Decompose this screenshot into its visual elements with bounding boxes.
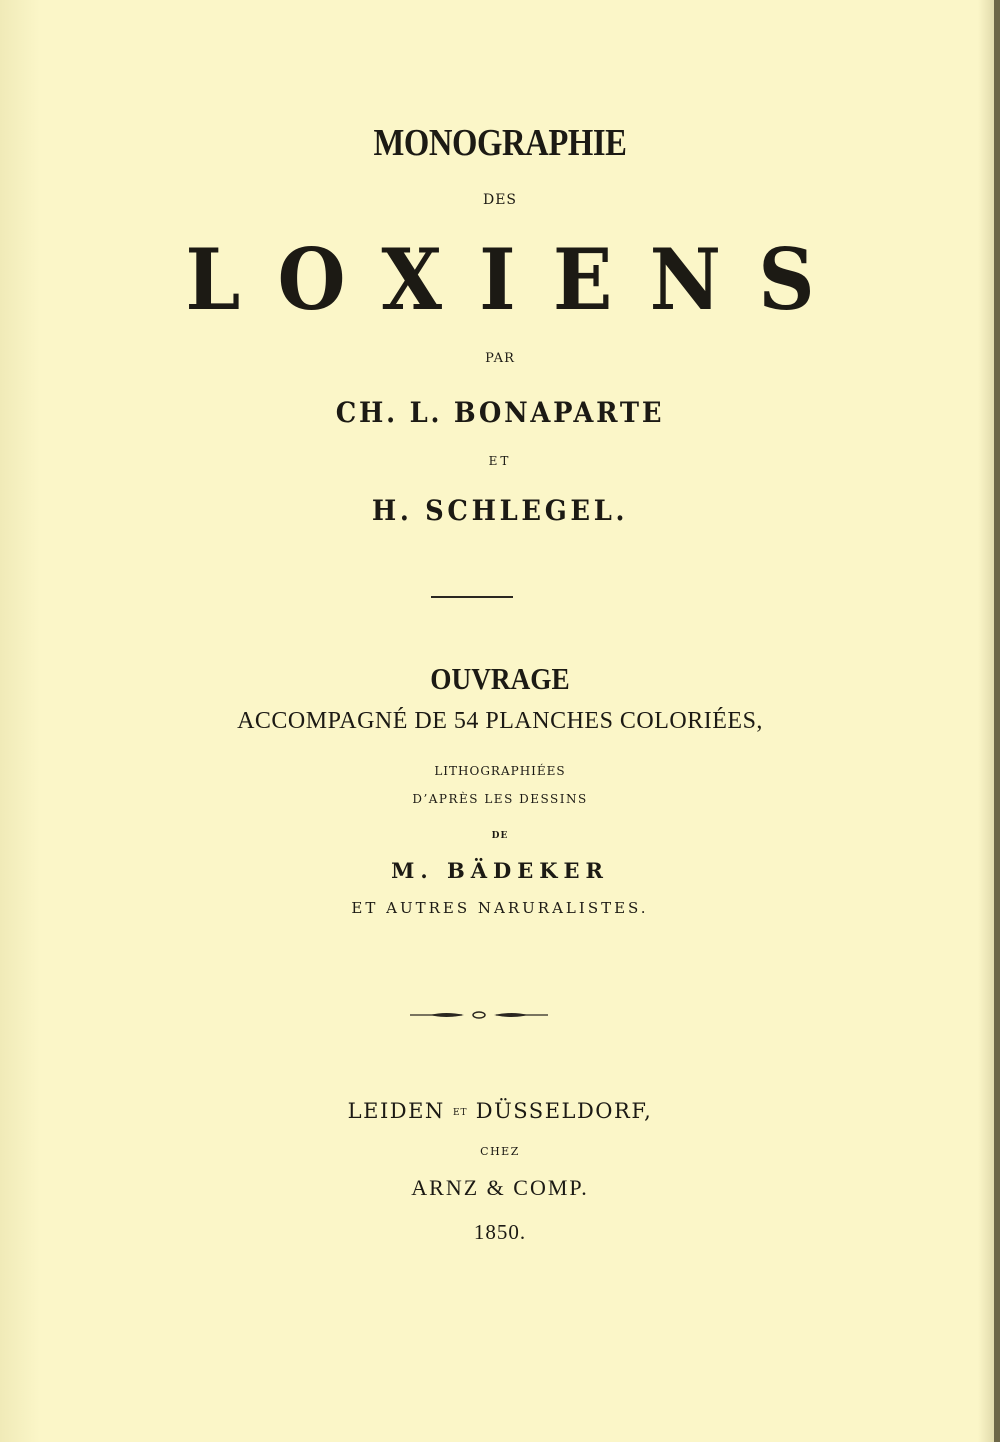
lithographiees-label: LITHOGRAPHIÉES: [434, 764, 566, 778]
other-naturalists: ET AUTRES NARURALISTES.: [351, 899, 649, 917]
ouvrage-heading: OUVRAGE: [430, 661, 570, 696]
divider-rule: [431, 596, 513, 598]
plates-description: ACCOMPAGNÉ DE 54 PLANCHES COLORIÉES,: [237, 708, 763, 734]
illustrator-name: M. BÄDEKER: [391, 858, 609, 883]
chez-label: CHEZ: [480, 1145, 520, 1158]
publication-year: 1850.: [473, 1220, 527, 1244]
ornament-divider-icon: [410, 1006, 548, 1024]
par-label: PAR: [485, 351, 515, 366]
publisher-name: ARNZ & COMP.: [411, 1175, 589, 1200]
author-bonaparte: CH. L. BONAPARTE: [335, 396, 665, 429]
de-label: DE: [491, 831, 509, 841]
title-des: DES: [482, 192, 518, 208]
dapres-label: D’APRÈS LES DESSINS: [412, 792, 588, 806]
imprint-et: ET: [452, 1108, 468, 1118]
imprint-cities: [0, 1101, 1000, 1122]
imprint-dusseldorf: DÜSSELDORF,: [475, 1099, 653, 1123]
imprint-leiden: LEIDEN: [347, 1099, 445, 1123]
et-label: ET: [488, 454, 512, 468]
author-schlegel: H. SCHLEGEL.: [371, 494, 629, 527]
title-monographie: MONOGRAPHIE: [373, 122, 627, 164]
title-loxiens: LOXIENS: [185, 230, 852, 329]
